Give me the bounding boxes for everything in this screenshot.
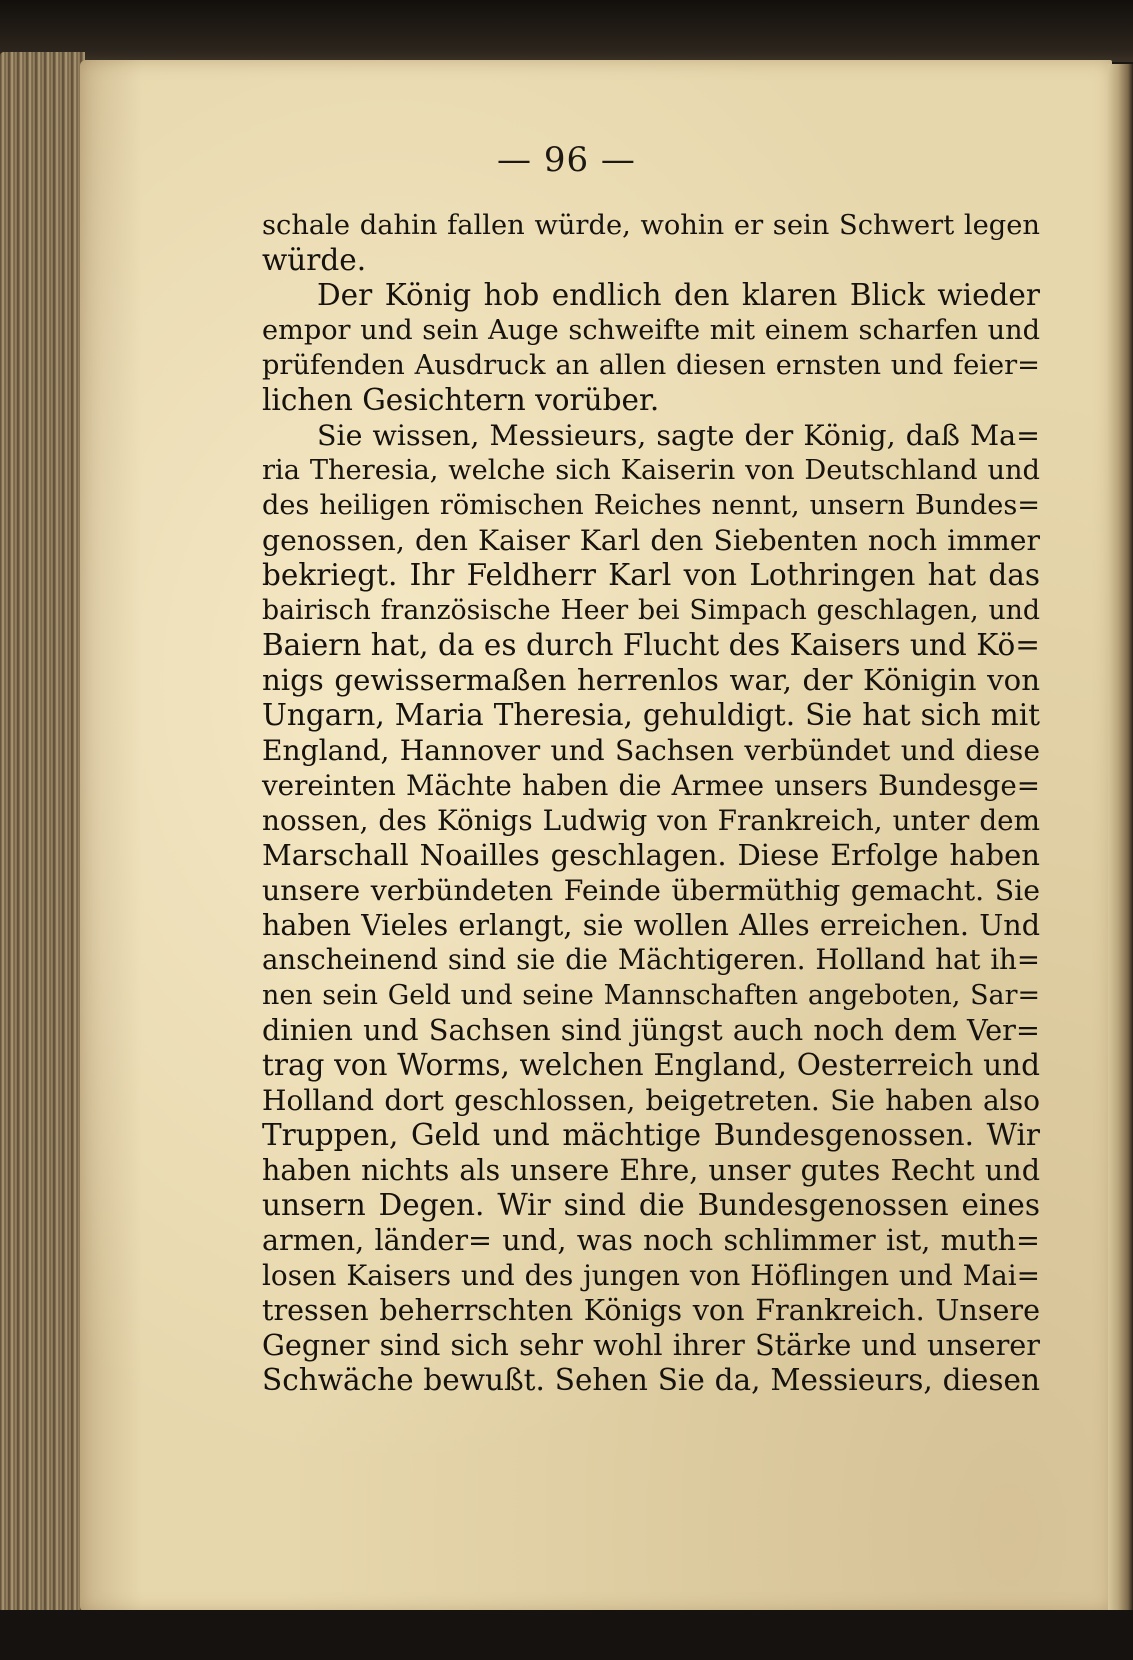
text-line: trag von Worms, welchen England, Oesterreich und [262,1048,1040,1082]
text-line: haben nichts als unsere Ehre, unser gutes Recht und [262,1153,1040,1187]
text-line: armen, länder= und, was noch schlimmer ist, muth= [262,1223,1040,1257]
text-line: Truppen, Geld und mächtige Bundesgenossen. Wir [262,1118,1040,1152]
text-line: prüfenden Ausdruck an allen diesen ernsten und feier= [262,350,1040,381]
text-line: nigs gewissermaßen herrenlos war, der Königin von [262,663,1040,697]
scan-top-border [0,0,1133,62]
scan-bottom-border [0,1610,1133,1660]
text-line: dinien und Sachsen sind jüngst auch noch dem Ver= [262,1013,1040,1047]
page-number: — 96 — [497,140,636,180]
text-line: Baiern hat, da es durch Flucht des Kaisers und Kö= [262,628,1040,662]
text-line: Marschall Noailles geschlagen. Diese Erfolge haben [262,838,1040,872]
text-line: bairisch französische Heer bei Simpach geschlagen, und [262,595,1040,626]
text-line: tressen beherrschten Königs von Frankreich. Unsere [262,1293,1040,1327]
text-line: Holland dort geschlossen, beigetreten. Sie haben also [262,1084,1040,1117]
text-line: unsern Degen. Wir sind die Bundesgenossen eines [262,1188,1040,1222]
text-line: bekriegt. Ihr Feldherr Karl von Lothringen hat das [262,558,1040,592]
text-line: Sie wissen, Messieurs, sagte der König, daß Ma= [317,419,1040,452]
text-line: Ungarn, Maria Theresia, gehuldigt. Sie hat sich mit [262,698,1040,732]
text-line: vereinten Mächte haben die Armee unsers Bundesge= [262,769,1040,802]
text-line: empor und sein Auge schweifte mit einem scharfen und [262,315,1040,346]
text-line: Schwäche bewußt. Sehen Sie da, Messieurs, diesen [262,1363,1040,1397]
book-right-edge [1108,64,1133,1616]
text-line: nossen, des Königs Ludwig von Frankreich, unter dem [262,804,1040,837]
text-line: nen sein Geld und seine Mannschaften angeboten, Sar= [262,980,1040,1011]
text-line: anscheinend sind sie die Mächtigeren. Holland hat ih= [262,944,1040,976]
text-line: würde. [262,243,367,277]
body-text [262,208,1040,1398]
text-line: schale dahin fallen würde, wohin er sein Schwert legen [262,210,1040,241]
text-line: losen Kaisers und des jungen von Höflingen und Mai= [262,1259,1040,1292]
text-line: ria Theresia, welche sich Kaiserin von Deutschland und [262,455,1040,486]
text-line: Gegner sind sich sehr wohl ihrer Stärke und unserer [262,1328,1040,1362]
text-line: des heiligen römischen Reiches nennt, unsern Bundes= [262,490,1040,521]
text-line: haben Vieles erlangt, sie wollen Alles erreichen. Und [262,908,1040,942]
page-stack-edges [0,52,85,1617]
text-line: Der König hob endlich den klaren Blick wieder [317,278,1040,312]
text-line: England, Hannover und Sachsen verbündet und diese [262,734,1040,767]
text-line: genossen, den Kaiser Karl den Siebenten noch immer [262,524,1040,557]
text-line: unsere verbündeten Feinde übermüthig gemacht. Sie [262,874,1040,907]
text-line: lichen Gesichtern vorüber. [262,383,660,417]
